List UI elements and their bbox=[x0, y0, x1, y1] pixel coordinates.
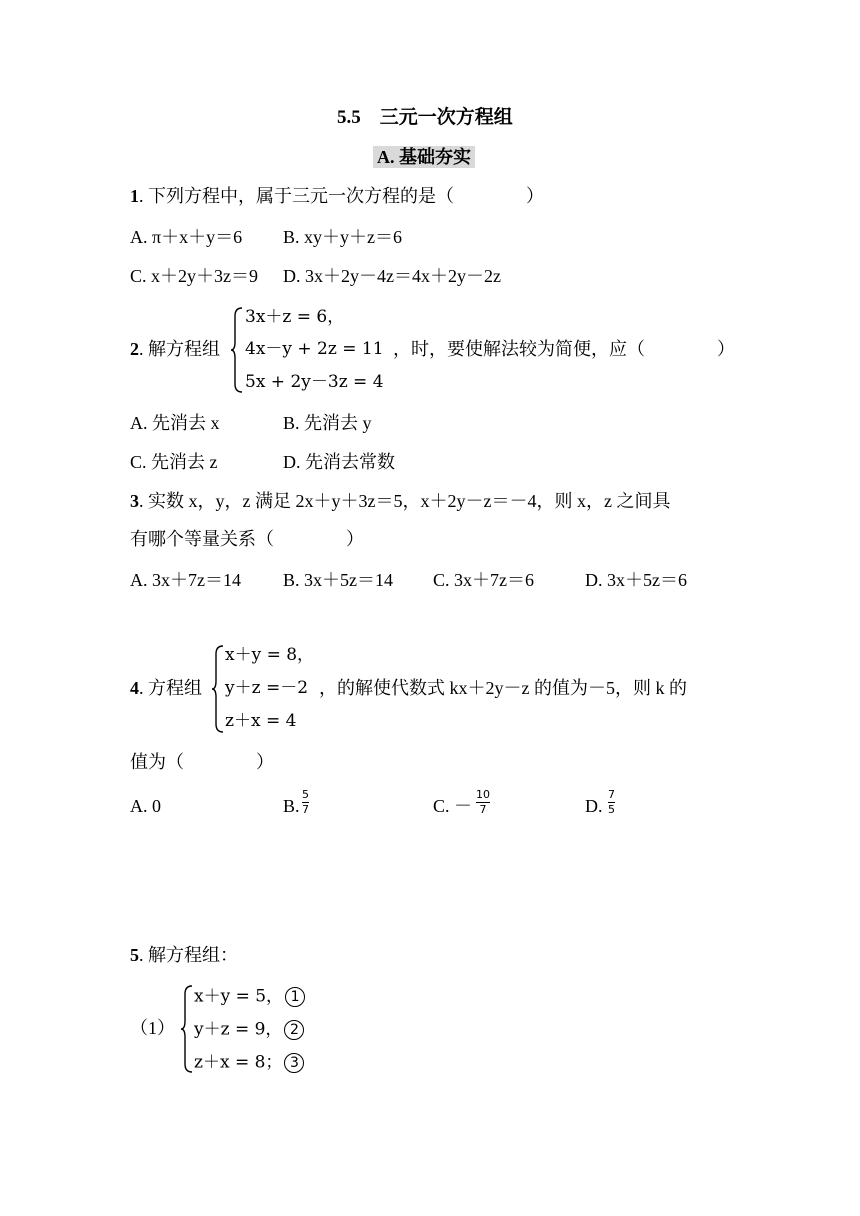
q2-option-a: A. 先消去 x bbox=[130, 413, 220, 433]
q4-suffix: ，的解使代数式 kx＋2y－z 的值为－5，则 k 的 bbox=[319, 678, 687, 698]
question-4-line-2: 值为（ ） bbox=[130, 752, 274, 772]
left-brace-icon bbox=[180, 984, 194, 1074]
denominator: 5 bbox=[608, 802, 615, 816]
question-3-line-2: 有哪个等量关系（ ） bbox=[130, 529, 364, 549]
q3-option-d: D. 3x＋5z＝6 bbox=[585, 570, 687, 590]
q4-option-c-fraction bbox=[476, 789, 490, 815]
question-text: . 解方程组 bbox=[139, 339, 220, 359]
question-1-stem bbox=[130, 187, 544, 205]
q4-option-d-label: D. bbox=[585, 796, 603, 816]
q4-option-b-label: B. bbox=[283, 796, 300, 816]
q4-option-a: A. 0 bbox=[130, 796, 161, 816]
question-number: 2 bbox=[130, 339, 139, 359]
q2-equation-1: 3x＋z = 6， bbox=[245, 307, 345, 327]
circled-number-1: 1 bbox=[285, 987, 305, 1007]
section-heading: A. 基础夯实 bbox=[373, 146, 475, 168]
question-2-prefix bbox=[130, 340, 220, 358]
q5-equation-2 bbox=[194, 1020, 304, 1040]
question-4-prefix bbox=[130, 679, 202, 697]
q1-option-c: C. x＋2y＋3z＝9 bbox=[130, 266, 258, 286]
q1-option-a: A. π＋x＋y＝6 bbox=[130, 227, 243, 247]
q5-part-1-label: （1） bbox=[130, 1018, 175, 1038]
equation-text: y＋z = 9， bbox=[194, 1019, 283, 1040]
q2-equation-2: 4x－y + 2z = 11 bbox=[245, 339, 384, 359]
question-text: . 实数 x，y，z 满足 2x＋y＋3z＝5，x＋2y－z＝－4，则 x，z 之间具 bbox=[139, 491, 671, 511]
q3-option-b: B. 3x＋5z＝14 bbox=[283, 570, 393, 590]
question-text: . 方程组 bbox=[139, 678, 202, 698]
denominator: 7 bbox=[479, 802, 487, 816]
question-number: 5 bbox=[130, 945, 139, 965]
numerator: 5 bbox=[302, 788, 309, 801]
left-brace-icon bbox=[230, 306, 244, 394]
left-brace-icon bbox=[211, 644, 225, 734]
circled-number-2: 2 bbox=[284, 1020, 304, 1040]
equation-text: x＋y = 5， bbox=[194, 986, 284, 1007]
numerator: 10 bbox=[476, 788, 490, 801]
question-number: 4 bbox=[130, 678, 139, 698]
question-5-stem bbox=[130, 946, 238, 964]
question-3-line-1 bbox=[130, 492, 670, 510]
q2-option-d: D. 先消去常数 bbox=[283, 452, 395, 472]
q4-option-d-fraction bbox=[608, 789, 615, 815]
q3-option-a: A. 3x＋7z＝14 bbox=[130, 570, 241, 590]
question-number: 1 bbox=[130, 186, 139, 206]
denominator: 7 bbox=[302, 802, 309, 816]
q2-equation-3: 5x + 2y－3z = 4 bbox=[245, 372, 384, 392]
q5-equation-3 bbox=[194, 1053, 304, 1073]
equation-text: z＋x = 8； bbox=[194, 1052, 283, 1073]
q5-equation-1 bbox=[194, 987, 305, 1007]
q1-option-d: D. 3x＋2y－4z＝4x＋2y－2z bbox=[283, 266, 501, 286]
circled-number-3: 3 bbox=[284, 1053, 304, 1073]
q2-option-c: C. 先消去 z bbox=[130, 452, 218, 472]
question-number: 3 bbox=[130, 491, 139, 511]
question-text: . 下列方程中，属于三元一次方程的是（ ） bbox=[139, 186, 544, 206]
question-text: . 解方程组： bbox=[139, 945, 238, 965]
q1-option-b: B. xy＋y＋z＝6 bbox=[283, 227, 402, 247]
page-title: 5.5 三元一次方程组 bbox=[337, 107, 513, 128]
q4-option-b-fraction bbox=[302, 789, 309, 815]
numerator: 7 bbox=[608, 788, 615, 801]
q4-option-c-label: C. － bbox=[433, 796, 473, 816]
q2-suffix: ，时，要使解法较为简便，应（ ） bbox=[393, 339, 735, 359]
q2-option-b: B. 先消去 y bbox=[283, 413, 372, 433]
q3-option-c: C. 3x＋7z＝6 bbox=[433, 570, 534, 590]
q4-equation-3: z＋x = 4 bbox=[225, 711, 297, 731]
q4-equation-1: x＋y = 8， bbox=[225, 645, 315, 665]
q4-equation-2: y＋z =－2 bbox=[225, 678, 309, 698]
